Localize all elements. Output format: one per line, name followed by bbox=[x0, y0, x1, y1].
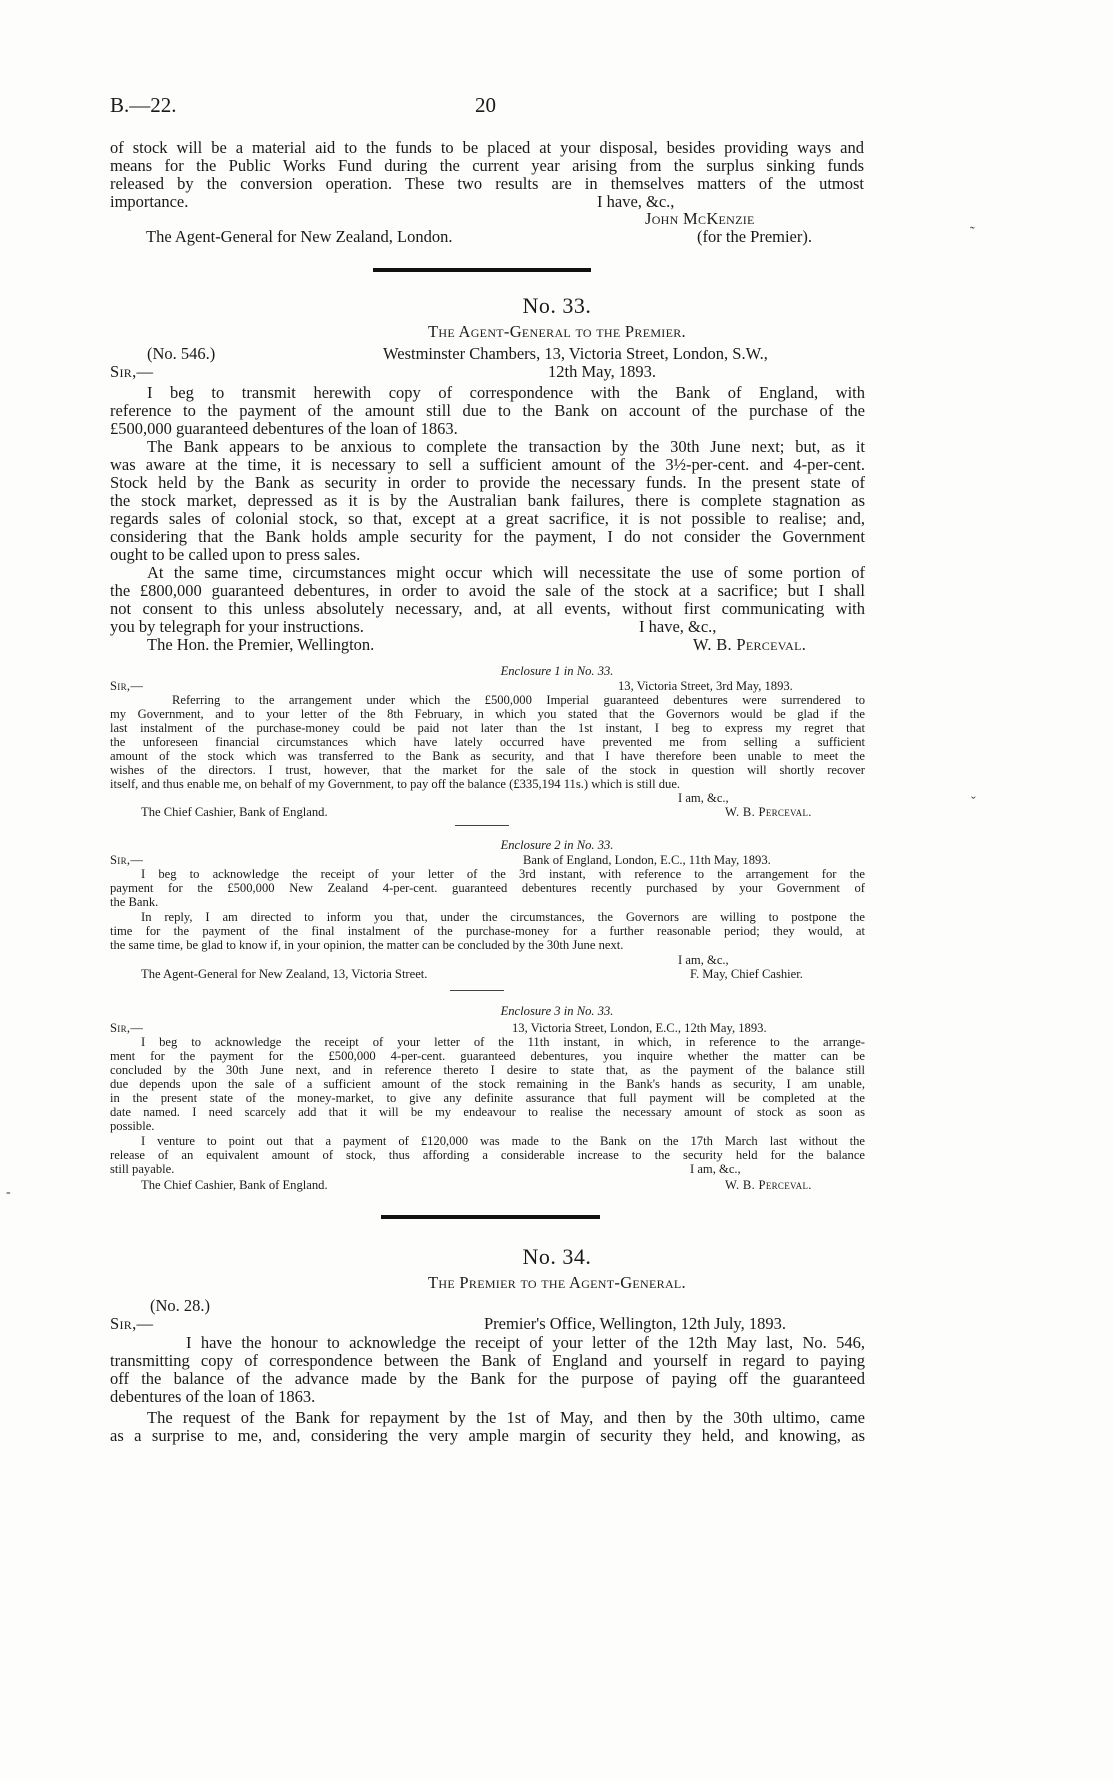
text-line: still payable. bbox=[110, 1162, 175, 1176]
text-line: I have the honour to acknowledge the receipt of your letter of the 12th May last, No. 546, bbox=[186, 1333, 865, 1352]
text-line: considering that the Bank holds ample security for the payment, I do not consider the Government bbox=[110, 527, 865, 546]
letter-subheading: The Agent-General to the Premier. bbox=[428, 322, 686, 341]
addressee: The Chief Cashier, Bank of England. bbox=[141, 1178, 328, 1192]
text-line: importance. bbox=[110, 192, 189, 211]
text-line: not consent to this unless absolutely necessary, and, at all events, without first communicating with bbox=[110, 599, 865, 618]
salutation: Sir,— bbox=[110, 679, 144, 693]
text-line: the £800,000 guaranteed debentures, in order to avoid the sale of the stock at a sacrifice; but I shall bbox=[110, 581, 865, 600]
closing: I have, &c., bbox=[639, 617, 717, 636]
text-line: amount of the stock which was transferred to the Bank as security, and that I have therefore been unable to meet the bbox=[110, 749, 865, 763]
text-line: itself, and thus enable me, on behalf of my Government, to pay off the balance (£335,194 11s.) which is still due. bbox=[110, 777, 681, 791]
text-line: The Bank appears to be anxious to complete the transaction by the 30th June next; but, as it bbox=[147, 437, 865, 456]
text-line: release of an equivalent amount of stock, thus affording a considerable increase to the security held for the balance bbox=[110, 1148, 865, 1162]
text-line: I beg to transmit herewith copy of correspondence with the Bank of England, with bbox=[147, 383, 865, 402]
text-line: off the balance of the advance made by the Bank for the purpose of paying off the guaranteed bbox=[110, 1369, 865, 1388]
section-divider bbox=[381, 1215, 600, 1219]
margin-mark: - bbox=[6, 1185, 11, 1200]
text-line: I beg to acknowledge the receipt of your letter of the 3rd instant, with reference to the arrangement for the bbox=[141, 867, 865, 881]
enclosure-title: Enclosure 3 in No. 33. bbox=[500, 1004, 614, 1018]
text-line: means for the Public Works Fund during the current year arising from the surplus sinking funds bbox=[110, 156, 864, 175]
closing: I have, &c., bbox=[597, 192, 675, 211]
text-line: you by telegraph for your instructions. bbox=[110, 617, 364, 636]
text-line: I beg to acknowledge the receipt of your letter of the 11th instant, in which, in reference to the arrange- bbox=[141, 1035, 865, 1049]
enclosure-title: Enclosure 1 in No. 33. bbox=[500, 664, 614, 678]
text-line: my Government, and to your letter of the 8th February, in which you stated that the Governors would be glad if the bbox=[110, 707, 865, 721]
text-line: due depends upon the sale of a sufficient amount of the stock remaining in the Bank's hands as security, I am unable, bbox=[110, 1077, 865, 1091]
page-reference: B.—22. bbox=[110, 93, 177, 117]
text-line: date named. I need scarcely add that it will be my endeavour to realise the necessary amount of stock as soon as bbox=[110, 1105, 865, 1119]
text-line: Stock held by the Bank as security in order to provide the necessary funds. In the present state of bbox=[110, 473, 865, 492]
salutation: Sir,— bbox=[110, 1314, 154, 1333]
closing: I am, &c., bbox=[678, 953, 729, 967]
text-line: debentures of the loan of 1863. bbox=[110, 1387, 316, 1406]
signature-note: (for the Premier). bbox=[697, 227, 812, 246]
text-line: in the present state of the money-market, to give any definite assurance that full payment will be completed at the bbox=[110, 1091, 865, 1105]
letter-date: 12th May, 1893. bbox=[548, 362, 657, 381]
text-line: In reply, I am directed to inform you that, under the circumstances, the Governors are willing to postpone the bbox=[141, 910, 865, 924]
signature: W. B. Perceval. bbox=[725, 805, 812, 819]
signature: W. B. Perceval. bbox=[725, 1178, 812, 1192]
letter-address: Premier's Office, Wellington, 12th July, 1893. bbox=[484, 1314, 786, 1333]
enclosure-title: Enclosure 2 in No. 33. bbox=[500, 838, 614, 852]
letter-heading: No. 34. bbox=[522, 1244, 592, 1269]
letter-reference: (No. 546.) bbox=[147, 344, 216, 363]
margin-mark: ˇ bbox=[971, 795, 976, 810]
text-line: last instalment of the purchase-money could be paid not later than the 1st instant, I beg to express my regret that bbox=[110, 721, 865, 735]
text-line: reference to the payment of the amount still due to the Bank on account of the purchase of the bbox=[110, 401, 865, 420]
text-line: The request of the Bank for repayment by the 1st of May, and then by the 30th ultimo, came bbox=[147, 1408, 865, 1427]
letter-address: Westminster Chambers, 13, Victoria Street, London, S.W., bbox=[383, 344, 768, 363]
addressee: The Agent-General for New Zealand, 13, Victoria Street. bbox=[141, 967, 428, 981]
text-line: payment for the £500,000 New Zealand 4-per-cent. guaranteed debentures recently purchased by your Government of bbox=[110, 881, 865, 895]
letter-reference: (No. 28.) bbox=[150, 1296, 211, 1315]
text-line: Referring to the arrangement under which the £500,000 Imperial guaranteed debentures were surrendered to bbox=[172, 693, 865, 707]
signature: F. May, Chief Cashier. bbox=[690, 967, 803, 981]
addressee: The Hon. the Premier, Wellington. bbox=[147, 635, 375, 654]
letter-heading: No. 33. bbox=[522, 293, 592, 318]
addressee: The Chief Cashier, Bank of England. bbox=[141, 805, 328, 819]
text-line: the Bank. bbox=[110, 895, 159, 909]
text-line: the stock market, depressed as it is by the Australian bank failures, there is complete stagnation as bbox=[110, 491, 865, 510]
letter-address: 13, Victoria Street, London, E.C., 12th May, 1893. bbox=[512, 1021, 767, 1035]
text-line: ought to be called upon to press sales. bbox=[110, 545, 361, 564]
enclosure-divider bbox=[450, 990, 504, 991]
text-line: the unforeseen financial circumstances which have lately occurred have prevented me from selling a sufficient bbox=[110, 735, 865, 749]
salutation: Sir,— bbox=[110, 1021, 144, 1035]
signature: W. B. Perceval. bbox=[693, 635, 807, 654]
section-divider bbox=[373, 268, 591, 272]
page-number: 20 bbox=[475, 93, 496, 117]
text-line: possible. bbox=[110, 1119, 155, 1133]
closing: I am, &c., bbox=[678, 791, 729, 805]
addressee: The Agent-General for New Zealand, London. bbox=[146, 227, 453, 246]
text-line: At the same time, circumstances might occur which will necessitate the use of some portion of bbox=[147, 563, 865, 582]
text-line: released by the conversion operation. These two results are in themselves matters of the utmost bbox=[110, 174, 864, 193]
letter-subheading: The Premier to the Agent-General. bbox=[428, 1273, 686, 1292]
text-line: the same time, be glad to know if, in your opinion, the matter can be concluded by the 30th June next. bbox=[110, 938, 624, 952]
closing: I am, &c., bbox=[690, 1162, 741, 1176]
text-line: of stock will be a material aid to the funds to be placed at your disposal, besides providing ways and bbox=[110, 138, 864, 157]
margin-mark: ˜ bbox=[970, 225, 975, 240]
text-line: £500,000 guaranteed debentures of the loan of 1863. bbox=[110, 419, 458, 438]
enclosure-divider bbox=[455, 825, 509, 826]
letter-address: Bank of England, London, E.C., 11th May, 1893. bbox=[523, 853, 771, 867]
signature: John McKenzie bbox=[645, 209, 755, 228]
letter-address: 13, Victoria Street, 3rd May, 1893. bbox=[618, 679, 793, 693]
salutation: Sir,— bbox=[110, 362, 154, 381]
text-line: ment for the payment for the £500,000 4-per-cent. guaranteed debentures, you inquire whether the matter can be bbox=[110, 1049, 865, 1063]
salutation: Sir,— bbox=[110, 853, 144, 867]
text-line: transmitting copy of correspondence between the Bank of England and yourself in regard to paying bbox=[110, 1351, 865, 1370]
text-line: concluded by the 30th June next, and in reference thereto I desire to state that, as the payment of the balance still bbox=[110, 1063, 865, 1077]
text-line: as a surprise to me, and, considering the very ample margin of security they held, and knowing, as bbox=[110, 1426, 865, 1445]
text-line: time for the payment of the final instalment of the purchase-money for a further reasonable period; they would, at bbox=[110, 924, 865, 938]
text-line: regards sales of colonial stock, so that, except at a great sacrifice, it is not possible to realise; and, bbox=[110, 509, 865, 528]
text-line: was aware at the time, it is necessary to sell a sufficient amount of the 3½-per-cent. and 4-per-cent. bbox=[110, 455, 865, 474]
text-line: wishes of the directors. I trust, however, that the market for the sale of the stock in question will shortly recover bbox=[110, 763, 865, 777]
text-line: I venture to point out that a payment of £120,000 was made to the Bank on the 17th March last without the bbox=[141, 1134, 865, 1148]
